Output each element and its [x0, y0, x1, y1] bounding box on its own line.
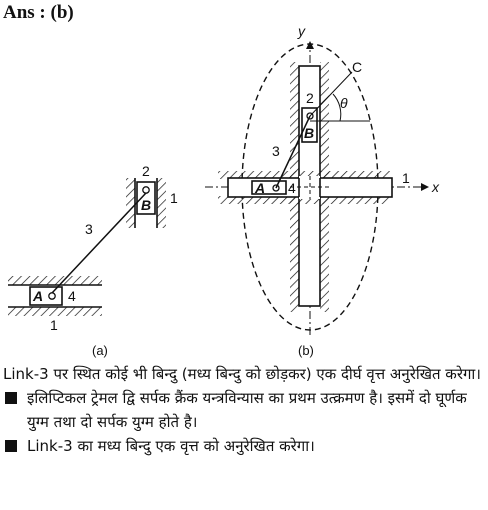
x-axis-label: x — [432, 179, 439, 195]
bullet-2-text: Link-3 का मध्य बिन्दु एक वृत्त को अनुरेखित करेगा। — [27, 437, 315, 455]
link4-label-a: 4 — [68, 288, 76, 304]
square-bullet-icon — [5, 440, 17, 452]
link4-label-b: 4 — [288, 180, 296, 196]
bullet-item — [3, 386, 485, 434]
explanation-text — [3, 362, 485, 458]
slider-a-b-label: A — [255, 180, 266, 196]
angle-theta-label: θ — [340, 95, 348, 111]
y-axis-label: y — [298, 23, 305, 39]
paragraph-1: Link-3 पर स्थित कोई भी बिन्दु (मध्य बिन्दु को छोड़कर) एक दीर्घ वृत्त अनुरेखित करेगा। — [3, 365, 481, 383]
caption-b: (b) — [298, 343, 314, 358]
curve-c-label: C — [352, 59, 363, 75]
pin-b — [143, 187, 149, 193]
pin-a — [49, 293, 55, 299]
link3-label-b: 3 — [272, 143, 280, 159]
bullet-item — [3, 434, 485, 458]
guide-right-hatch-a — [157, 178, 166, 228]
bullet-1-text: इलिप्टिकल ट्रेमल द्वि सर्पक क्रैंक यन्त्रविन्यास का प्रथम उत्क्रमण है। इसमें दो घूर्णक युग्म तथा दो सर्पक युग्म होते है। — [27, 389, 467, 431]
figure-a — [8, 163, 178, 358]
slider-b-b-label: B — [304, 125, 315, 141]
link2-label-a: 2 — [142, 163, 150, 179]
slider-a-label: A — [33, 288, 44, 304]
guide-left-hatch-a — [126, 178, 135, 228]
figure-b — [205, 23, 440, 358]
guide-top-hatch-a — [8, 276, 102, 285]
frame-right-label-a: 1 — [170, 190, 178, 206]
frame-bottom-label-a: 1 — [50, 317, 58, 333]
caption-a: (a) — [92, 343, 108, 358]
link2-label-b: 2 — [306, 90, 314, 106]
link3-label-a: 3 — [85, 221, 93, 237]
guide-bottom-hatch-a — [8, 307, 102, 316]
slider-b-label: B — [141, 197, 152, 213]
frame-label-b: 1 — [402, 170, 410, 186]
square-bullet-icon — [5, 392, 17, 404]
answer-heading: Ans : (b) — [3, 2, 74, 23]
